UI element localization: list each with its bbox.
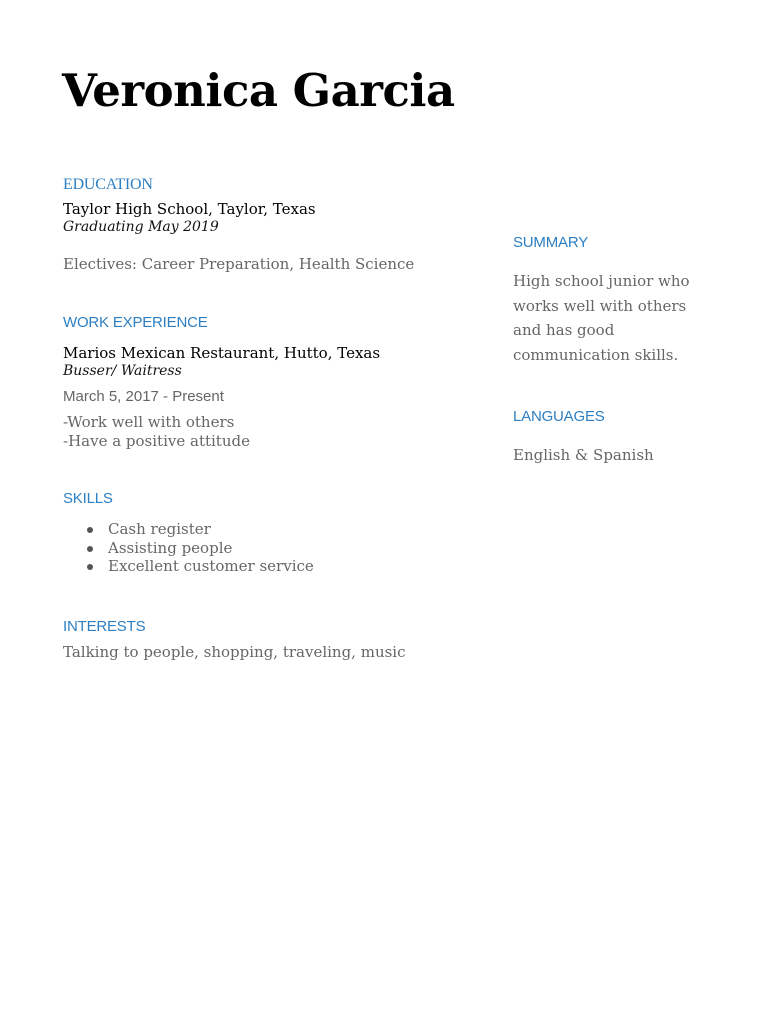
- summary-text: High school junior who works well with others and has good communication skills.: [513, 272, 690, 364]
- skills-heading: SKILLS: [63, 490, 113, 507]
- skill-text: Assisting people: [108, 538, 233, 557]
- work-heading: WORK EXPERIENCE: [63, 314, 208, 331]
- bullet-icon: [87, 564, 93, 570]
- education-electives: Electives: Career Preparation, Health Science: [63, 255, 415, 273]
- work-dates: March 5, 2017 - Present: [63, 388, 224, 405]
- summary-heading: SUMMARY: [513, 234, 588, 251]
- skill-text: Excellent customer service: [108, 557, 314, 575]
- skill-text: Cash register: [108, 520, 211, 538]
- education-school: Taylor High School, Taylor, Texas: [63, 200, 316, 218]
- languages-heading: LANGUAGES: [513, 408, 605, 425]
- list-item: [87, 539, 314, 558]
- education-graduation: Graduating May 2019: [63, 219, 219, 235]
- work-employer: Marios Mexican Restaurant, Hutto, Texas: [63, 344, 381, 362]
- resume-name: Veronica Garcia: [62, 64, 455, 117]
- list-item: [87, 557, 314, 576]
- work-point: -Work well with others: [63, 413, 235, 431]
- work-point: -Have a positive attitude: [63, 432, 250, 450]
- education-heading: EDUCATION: [63, 176, 153, 193]
- interests-heading: INTERESTS: [63, 618, 146, 635]
- bullet-icon: [87, 527, 93, 533]
- work-role: Busser/ Waitress: [63, 363, 182, 379]
- interests-text: Talking to people, shopping, traveling, music: [63, 643, 406, 661]
- bullet-icon: [87, 546, 93, 552]
- skills-list: [87, 520, 314, 576]
- list-item: [87, 520, 314, 539]
- languages-text: English & Spanish: [513, 446, 654, 464]
